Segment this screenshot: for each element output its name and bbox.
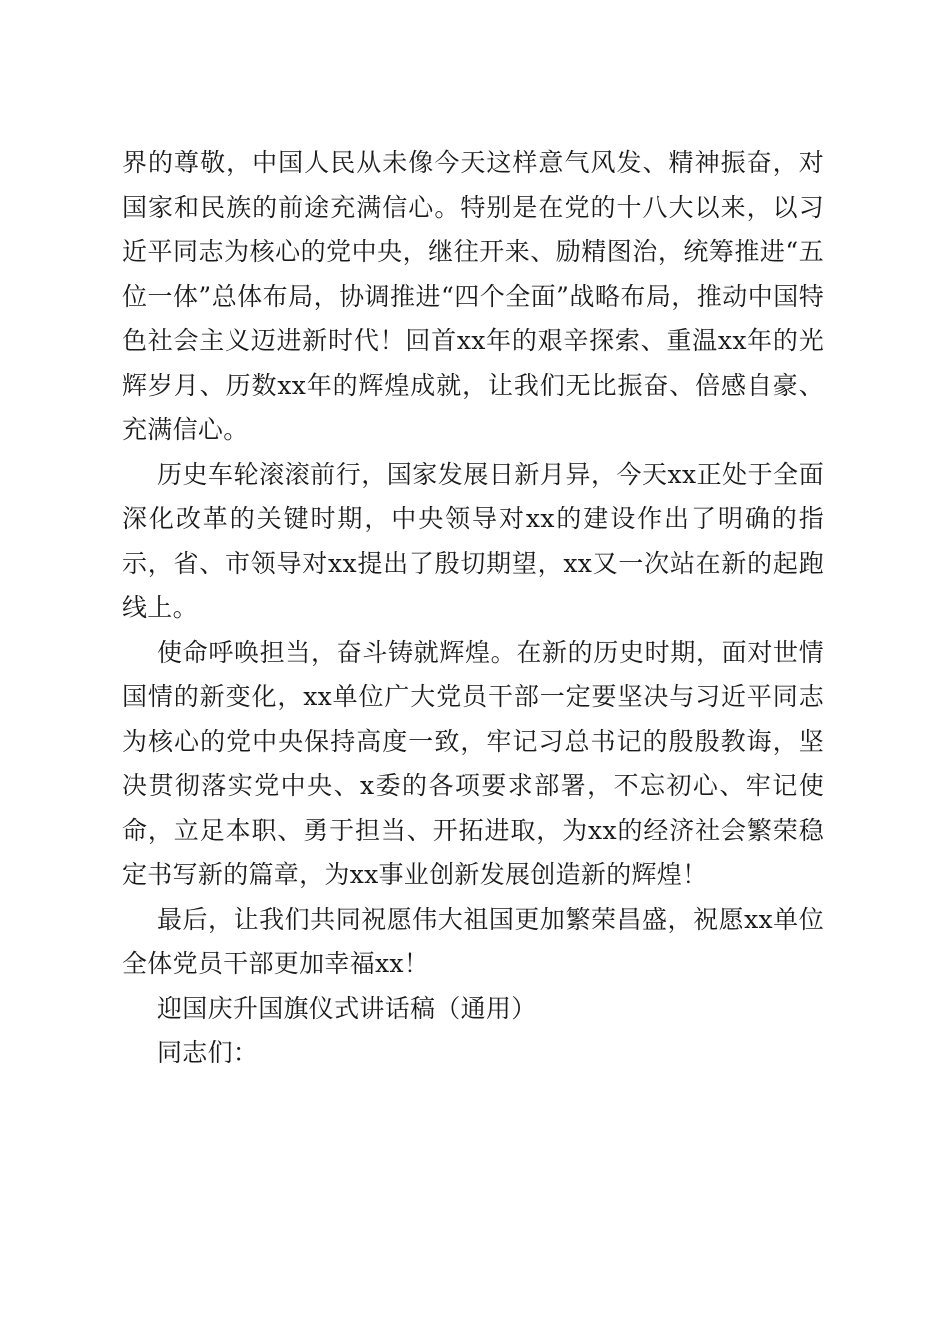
speech-title: 迎国庆升国旗仪式讲话稿（通用）: [157, 993, 537, 1023]
paragraph-continuation: 界的尊敬，中国人民从未像今天这样意气风发、精神振奋，对国家和民族的前途充满信心。特别是在党的十八大以来，以习近平同志为核心的党中央，继往开来、励精图治，统筹推进“五位一体”总体布局，协调推进“四个全面”战略布局，推动中国特色社会主义迈进新时代！回首xx年的艰辛探索、重温xx年的光辉岁月、历数xx年的辉煌成就，让我们无比振奋、倍感自豪、充满信心。: [122, 148, 824, 444]
salutation: 同志们：: [157, 1038, 259, 1067]
paragraph-history: 历史车轮滚滚前行，国家发展日新月异，今天xx正处于全面深化改革的关键时期，中央领导对xx的建设作出了明确的指示，省、市领导对xx提出了殷切期望，xx又一次站在新的起跑线上。: [122, 459, 824, 622]
paragraph-closing: 最后，让我们共同祝愿伟大祖国更加繁荣昌盛，祝愿xx单位全体党员干部更加幸福xx！: [122, 904, 824, 978]
document-body: [122, 141, 824, 1076]
paragraph-mission: 使命呼唤担当，奋斗铸就辉煌。在新的历史时期，面对世情国情的新变化，xx单位广大党员干部一定要坚决与习近平同志为核心的党中央保持高度一致，牢记习总书记的殷殷教诲，坚决贯彻落实党中央、x委的各项要求部署，不忘初心、牢记使命，立足本职、勇于担当、开拓进取，为xx的经济社会繁荣稳定书写新的篇章，为xx事业创新发展创造新的辉煌！: [122, 637, 824, 889]
